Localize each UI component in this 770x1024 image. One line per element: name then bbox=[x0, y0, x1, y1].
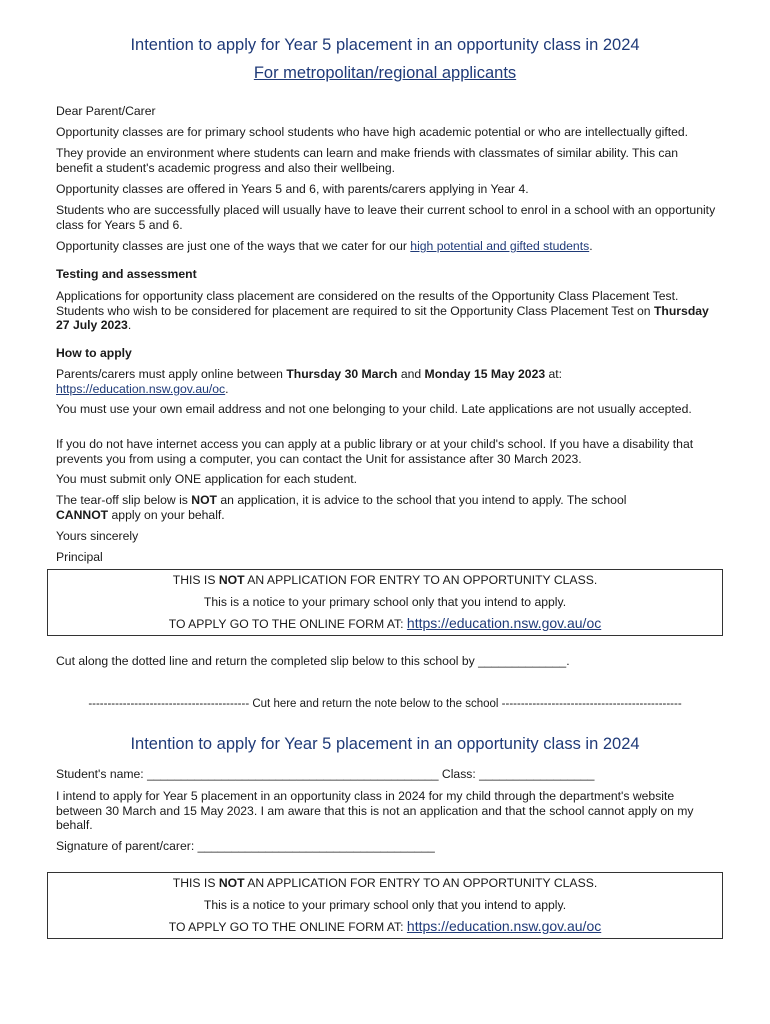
apply-at: at: bbox=[545, 367, 563, 381]
notice-not: NOT bbox=[218, 573, 245, 587]
notice-line-3-pre: TO APPLY GO TO THE ONLINE FORM AT: bbox=[168, 920, 407, 934]
notice-url-link[interactable]: https://education.nsw.gov.au/oc bbox=[406, 615, 602, 631]
closing: Yours sincerely bbox=[56, 529, 139, 543]
notice-line-2: This is a notice to your primary school only that you intend to apply. bbox=[203, 594, 567, 609]
notice-box-bottom bbox=[47, 872, 723, 939]
apply-text: Parents/carers must apply online between bbox=[56, 367, 287, 381]
notice-not: NOT bbox=[218, 876, 245, 890]
apply-url-end: . bbox=[225, 381, 229, 396]
testing-paragraph bbox=[56, 289, 716, 333]
tear-off-not: NOT bbox=[191, 493, 217, 507]
apply-url-link[interactable]: https://education.nsw.gov.au/oc bbox=[56, 381, 226, 396]
paragraph-5-end: . bbox=[589, 239, 593, 253]
email-note: You must use your own email address and not one belonging to your child. Late applications are not usually accepted. bbox=[56, 402, 692, 416]
tear-off-cannot: CANNOT bbox=[56, 507, 109, 522]
apply-start-date: Thursday 30 March bbox=[286, 367, 398, 381]
tear-off-text: The tear-off slip below is bbox=[56, 493, 192, 507]
cut-line: ------------------------------------------ Cut here and return the note below to the school ----------------------------------------------- bbox=[88, 698, 682, 710]
apply-paragraph bbox=[56, 367, 716, 396]
salutation: Dear Parent/Carer bbox=[56, 104, 156, 118]
notice-line-1 bbox=[48, 873, 722, 895]
paragraph-5 bbox=[56, 239, 716, 254]
signature-line: Signature of parent/carer: ___________________________________ bbox=[56, 839, 435, 853]
gifted-students-link[interactable]: high potential and gifted students bbox=[410, 239, 590, 253]
page-title: Intention to apply for Year 5 placement in an opportunity class in 2024 bbox=[130, 36, 640, 54]
notice-url-link[interactable]: https://education.nsw.gov.au/oc bbox=[406, 918, 602, 934]
paragraph-5-text: Opportunity classes are just one of the ways that we cater for our bbox=[56, 239, 411, 253]
tear-off-end: apply on your behalf. bbox=[108, 507, 225, 522]
notice-line-3 bbox=[48, 916, 722, 938]
notice-line-1 bbox=[48, 570, 722, 592]
paragraph-4: Students who are successfully placed will usually have to leave their current school to enrol in a school with an opportunity class for Years 5 and 6. bbox=[56, 203, 716, 232]
paragraph-3: Opportunity classes are offered in Years 5 and 6, with parents/carers applying in Year 4. bbox=[56, 182, 529, 196]
cut-instruction: Cut along the dotted line and return the completed slip below to this school by _____________. bbox=[56, 654, 570, 668]
tear-off-note bbox=[56, 493, 716, 522]
notice-line-2: This is a notice to your primary school only that you intend to apply. bbox=[203, 897, 567, 912]
notice-line-1-post: AN APPLICATION FOR ENTRY TO AN OPPORTUNITY CLASS. bbox=[244, 876, 598, 890]
testing-text: Applications for opportunity class placement are considered on the results of the Opportunity Class Placement Test. Students who wish to be considered for placement are required to sit the Opportunity Class Placement Test on bbox=[56, 289, 679, 318]
notice-line-1-pre: THIS IS bbox=[172, 573, 219, 587]
notice-line-1-pre: THIS IS bbox=[172, 876, 219, 890]
student-name-line: Student's name: ___________________________________________ Class: _________________ bbox=[56, 767, 595, 781]
notice-line-3 bbox=[48, 613, 722, 635]
slip-title: Intention to apply for Year 5 placement in an opportunity class in 2024 bbox=[130, 735, 640, 753]
internet-note: If you do not have internet access you can apply at a public library or at your child's school. If you have a disability that prevents you from using a computer, you can contact the Unit for assistance after 30 March 2023. bbox=[56, 437, 694, 466]
notice-box-top bbox=[47, 569, 723, 636]
paragraph-1: Opportunity classes are for primary school students who have high academic potential or who are intellectually gifted. bbox=[56, 125, 689, 139]
one-application-note: You must submit only ONE application for each student. bbox=[56, 472, 358, 486]
testing-end: . bbox=[127, 318, 132, 332]
notice-line-1-post: AN APPLICATION FOR ENTRY TO AN OPPORTUNITY CLASS. bbox=[244, 573, 598, 587]
apply-and: and bbox=[397, 367, 425, 381]
page-subtitle: For metropolitan/regional applicants bbox=[253, 64, 517, 82]
apply-heading: How to apply bbox=[56, 346, 132, 360]
test-date: Thursday 27 July 2023 bbox=[56, 303, 709, 332]
testing-heading: Testing and assessment bbox=[56, 267, 197, 281]
intent-statement: I intend to apply for Year 5 placement in an opportunity class in 2024 for my child through the department's website between 30 March and 15 May 2023. I am aware that this is not an application and that the school cannot apply on my behalf. bbox=[56, 789, 694, 832]
notice-line-3-pre: TO APPLY GO TO THE ONLINE FORM AT: bbox=[168, 617, 407, 631]
paragraph-2: They provide an environment where students can learn and make friends with classmates of similar ability. This can benefit a student's academic progress and also their wellbeing. bbox=[56, 146, 679, 175]
signoff: Principal bbox=[56, 550, 103, 564]
tear-off-mid: an application, it is advice to the school that you intend to apply. The school bbox=[217, 493, 627, 507]
apply-end-date: Monday 15 May 2023 bbox=[424, 367, 546, 381]
